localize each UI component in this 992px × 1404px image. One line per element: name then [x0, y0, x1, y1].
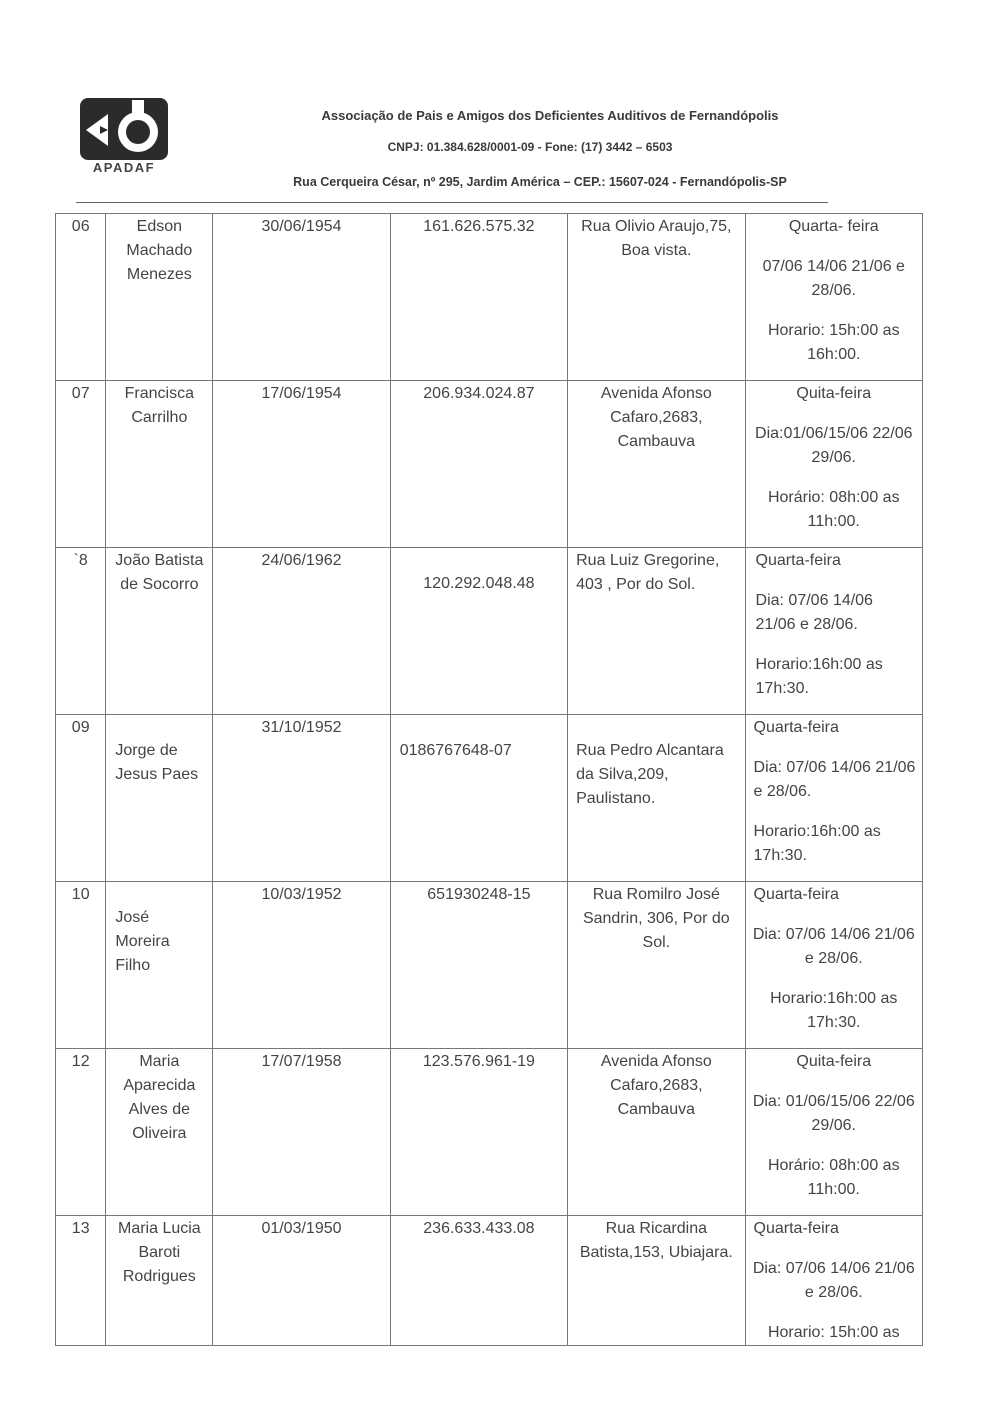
row-address: Rua Luiz Gregorine, 403 , Por do Sol. [568, 548, 745, 715]
schedule-day: Quarta-feira [753, 1220, 839, 1237]
schedule-dates: Dia: 07/06 14/06 21/06 e 28/06. [755, 592, 873, 633]
schedule-day: Quarta- feira [788, 218, 879, 235]
row-number: 06 [56, 214, 106, 381]
row-cpf: 123.576.961-19 [390, 1049, 567, 1216]
row-birthdate: 30/06/1954 [213, 214, 390, 381]
row-name: Francisca Carrilho [106, 381, 213, 548]
schedule-day: Quarta-feira [753, 719, 839, 736]
row-number: 07 [56, 381, 106, 548]
row-number: `8 [56, 548, 106, 715]
schedule-day: Quita-feira [796, 385, 872, 402]
row-cpf: 120.292.048.48 [390, 548, 567, 715]
row-address: Avenida Afonso Cafaro,2683, Cambauva [568, 1049, 745, 1216]
row-number: 09 [56, 715, 106, 882]
row-name: Edson Machado Menezes [106, 214, 213, 381]
row-address: Rua Romilro José Sandrin, 306, Por do Sol. [568, 882, 745, 1049]
row-birthdate: 24/06/1962 [213, 548, 390, 715]
org-address: Rua Cerqueira César, nº 295, Jardim América – CEP.: 15607-024 - Fernandópolis-SP [293, 175, 787, 189]
schedule-dates: 07/06 14/06 21/06 e 28/06. [762, 258, 905, 299]
row-birthdate: 01/03/1950 [213, 1216, 390, 1346]
schedule-time: Horario:16h:00 as 17h:30. [753, 823, 881, 864]
row-cpf: 161.626.575.32 [390, 214, 567, 381]
row-number: 10 [56, 882, 106, 1049]
table-row [56, 548, 923, 715]
row-schedule [745, 1216, 922, 1346]
cnpj-phone: CNPJ: 01.384.628/0001-09 - Fone: (17) 3442 – 6503 [387, 140, 673, 154]
header-rule [76, 202, 828, 203]
schedule-day: Quarta-feira [755, 552, 841, 569]
logo-text: APADAF [92, 160, 156, 175]
row-name: José Moreira Filho [106, 882, 213, 1049]
row-name: Jorge de Jesus Paes [106, 715, 213, 882]
table-row [56, 882, 923, 1049]
table-row [56, 381, 923, 548]
row-cpf: 236.633.433.08 [390, 1216, 567, 1346]
schedule-time: Horario: 15h:00 as 16h:00. [767, 322, 900, 363]
beneficiary-table [55, 213, 923, 1346]
schedule-dates: Dia: 07/06 14/06 21/06 e 28/06. [752, 1260, 915, 1301]
row-name: Maria Aparecida Alves de Oliveira [106, 1049, 213, 1216]
row-schedule [745, 381, 922, 548]
schedule-dates: Dia: 01/06/15/06 22/06 29/06. [752, 1093, 915, 1134]
schedule-dates: Dia:01/06/15/06 22/06 29/06. [755, 425, 913, 466]
schedule-day: Quarta-feira [753, 886, 839, 903]
schedule-time: Horário: 08h:00 as 11h:00. [767, 489, 900, 530]
schedule-dates: Dia: 07/06 14/06 21/06 e 28/06. [752, 926, 915, 967]
row-schedule [745, 715, 922, 882]
schedule-time: Horario: 15h:00 as [767, 1324, 900, 1341]
row-number: 12 [56, 1049, 106, 1216]
row-birthdate: 17/06/1954 [213, 381, 390, 548]
row-schedule [745, 882, 922, 1049]
row-address: Rua Ricardina Batista,153, Ubiajara. [568, 1216, 745, 1346]
row-address: Avenida Afonso Cafaro,2683, Cambauva [568, 381, 745, 548]
row-schedule [745, 1049, 922, 1216]
row-cpf: 206.934.024.87 [390, 381, 567, 548]
schedule-time: Horario:16h:00 as 17h:30. [770, 990, 898, 1031]
row-cpf: 0186767648-07 [390, 715, 567, 882]
row-address: Rua Olivio Araujo,75, Boa vista. [568, 214, 745, 381]
org-name: Associação de Pais e Amigos dos Deficientes Auditivos de Fernandópolis [321, 108, 779, 123]
row-number: 13 [56, 1216, 106, 1346]
table-row [56, 1049, 923, 1216]
schedule-time: Horário: 08h:00 as 11h:00. [767, 1157, 900, 1198]
row-name: João Batista de Socorro [106, 548, 213, 715]
row-birthdate: 17/07/1958 [213, 1049, 390, 1216]
table-row [56, 214, 923, 381]
row-birthdate: 10/03/1952 [213, 882, 390, 1049]
schedule-dates: Dia: 07/06 14/06 21/06 e 28/06. [753, 759, 916, 800]
row-schedule [745, 214, 922, 381]
row-birthdate: 31/10/1952 [213, 715, 390, 882]
table-row [56, 1216, 923, 1346]
schedule-time: Horario:16h:00 as 17h:30. [755, 656, 883, 697]
row-cpf: 651930248-15 [390, 882, 567, 1049]
row-schedule [745, 548, 922, 715]
row-name: Maria Lucia Baroti Rodrigues [106, 1216, 213, 1346]
schedule-day: Quita-feira [796, 1053, 872, 1070]
table-row [56, 715, 923, 882]
row-address: Rua Pedro Alcantara da Silva,209, Paulistano. [568, 715, 745, 882]
